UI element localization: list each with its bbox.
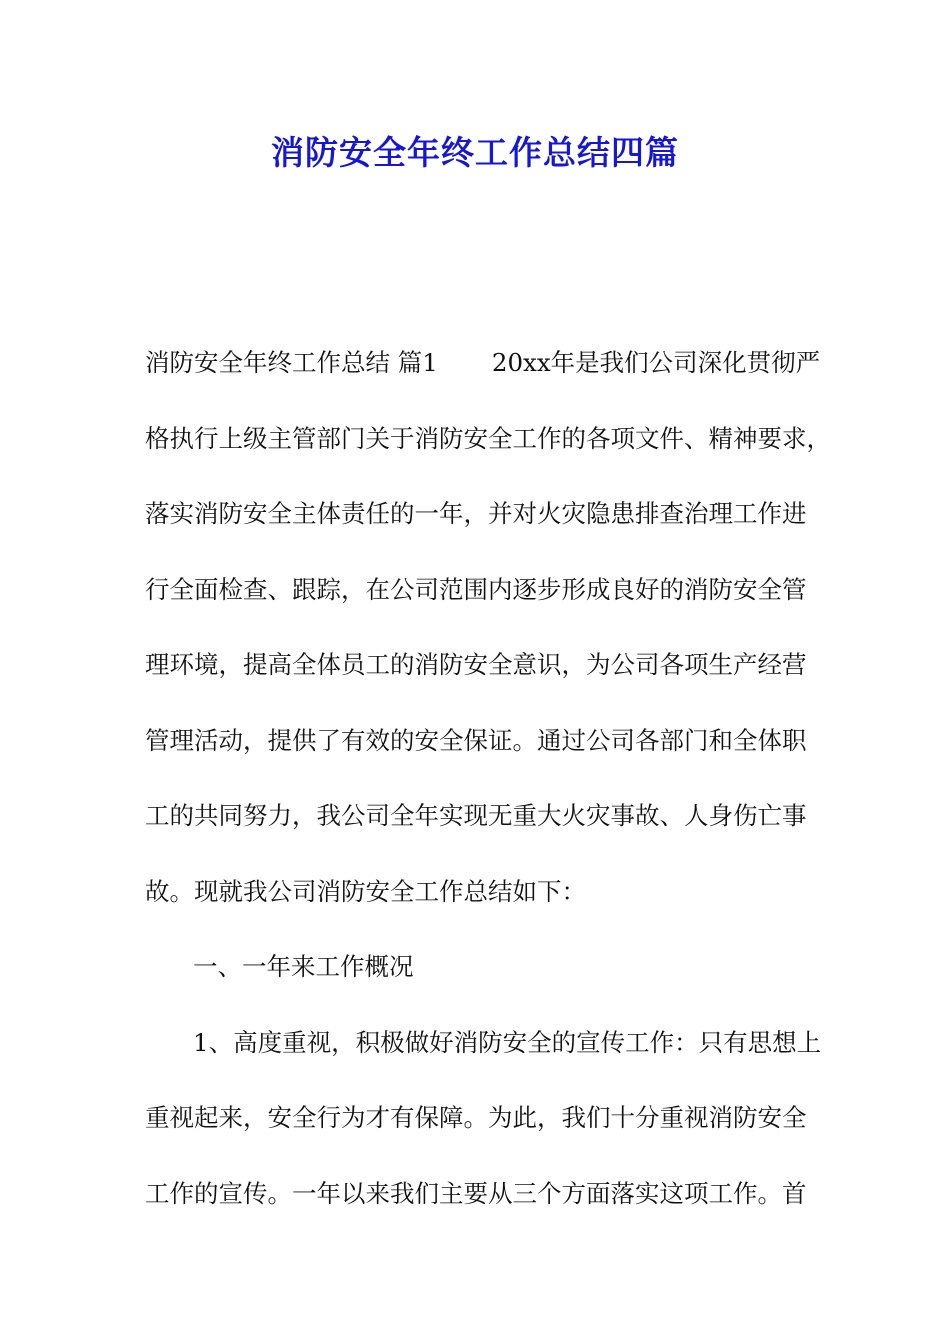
paragraph-line: 工的共同努力，我公司全年实现无重大火灾事故、人身伤亡事: [145, 801, 807, 830]
paragraph-line: [145, 344, 821, 420]
paragraph-line: 1、高度重视，积极做好消防安全的宣传工作：只有思想上: [193, 1027, 822, 1057]
document-body: [145, 344, 831, 1250]
paragraph-line: 落实消防安全主体责任的一年，并对火灾隐患排查治理工作进: [145, 499, 807, 528]
paragraph-line: 管理活动，提供了有效的安全保证。通过公司各部门和全体职: [145, 725, 807, 755]
paragraph-line: 行全面检查、跟踪，在公司范围内逐步形成良好的消防安全管: [145, 574, 807, 604]
paragraph-line: 工作的宣传。一年以来我们主要从三个方面落实这项工作。首: [145, 1178, 807, 1208]
paragraph-line: 重视起来，安全行为才有保障。为此，我们十分重视消防安全: [145, 1103, 807, 1132]
section-heading: 消防安全年终工作总结 篇1: [145, 348, 438, 377]
paragraph-line: 格执行上级主管部门关于消防安全工作的各项文件、精神要求，: [145, 423, 831, 453]
paragraph-line: 故。现就我公司消防安全工作总结如下：: [145, 876, 586, 906]
line-text: 20xx年是我们公司深化贯彻严: [491, 348, 821, 377]
document-title: 消防安全年终工作总结四篇: [271, 133, 679, 172]
subheading-line: 一、一年来工作概况: [193, 952, 414, 981]
paragraph-line: 理环境，提高全体员工的消防安全意识，为公司各项生产经营: [145, 650, 807, 679]
